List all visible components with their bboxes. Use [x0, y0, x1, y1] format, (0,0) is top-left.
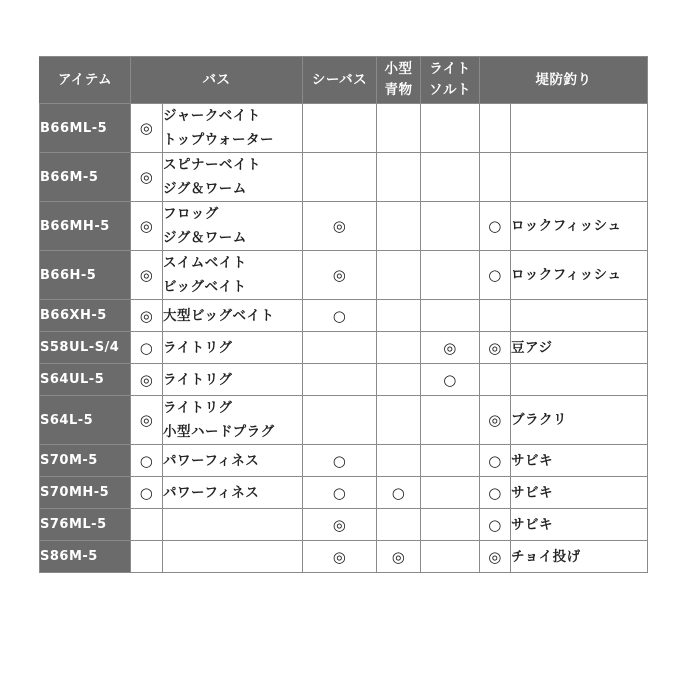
- seabass-mark-cell: ◎: [303, 509, 377, 541]
- table-row: [40, 541, 648, 573]
- header-small-blue-line1: 小型: [384, 61, 413, 77]
- header-pier: 堤防釣り: [480, 57, 648, 104]
- bass-usage-line: トップウォーター: [163, 132, 275, 148]
- seabass-mark-cell: [303, 153, 377, 202]
- item-code-cell: S64UL-5: [40, 364, 131, 396]
- light-salt-mark-cell: ○: [421, 364, 480, 396]
- bass-usage-line: フロッグ: [163, 206, 219, 222]
- light-salt-mark-cell: [421, 251, 480, 300]
- header-row: [40, 57, 648, 104]
- bass-usage-line: スイムベイト: [163, 255, 247, 271]
- header-item: アイテム: [40, 57, 131, 104]
- bass-usage-cell: [163, 509, 303, 541]
- item-code-cell: S70MH-5: [40, 477, 131, 509]
- small-blue-mark-cell: [377, 445, 421, 477]
- table-row: [40, 509, 648, 541]
- bass-usage-cell: [163, 396, 303, 445]
- bass-usage-cell: [163, 300, 303, 332]
- light-salt-mark-cell: [421, 104, 480, 153]
- bass-usage-cell: [163, 445, 303, 477]
- header-light-salt-line2: ソルト: [429, 82, 471, 98]
- seabass-mark-cell: [303, 396, 377, 445]
- bass-mark-cell: [131, 541, 163, 573]
- bass-mark-cell: ◎: [131, 396, 163, 445]
- bass-usage-cell: [163, 202, 303, 251]
- pier-usage-cell: サビキ: [511, 477, 648, 509]
- light-salt-mark-cell: [421, 153, 480, 202]
- pier-mark-cell: ◎: [480, 396, 511, 445]
- table-body: [40, 104, 648, 573]
- table-row: [40, 396, 648, 445]
- light-salt-mark-cell: [421, 396, 480, 445]
- item-code-cell: S58UL-S/4: [40, 332, 131, 364]
- item-code-cell: B66M-5: [40, 153, 131, 202]
- bass-usage-line: ジグ＆ワーム: [163, 181, 247, 197]
- bass-usage-line: 大型ビッグベイト: [163, 307, 275, 324]
- table-row: [40, 445, 648, 477]
- small-blue-mark-cell: [377, 202, 421, 251]
- pier-mark-cell: ○: [480, 202, 511, 251]
- small-blue-mark-cell: [377, 300, 421, 332]
- light-salt-mark-cell: [421, 202, 480, 251]
- seabass-mark-cell: [303, 332, 377, 364]
- pier-usage-cell: ロックフィッシュ: [511, 251, 648, 300]
- pier-usage-cell: チョイ投げ: [511, 541, 648, 573]
- pier-usage-cell: [511, 104, 648, 153]
- header-small-blue: [377, 57, 421, 104]
- seabass-mark-cell: ○: [303, 300, 377, 332]
- small-blue-mark-cell: [377, 251, 421, 300]
- pier-mark-cell: [480, 364, 511, 396]
- pier-mark-cell: [480, 104, 511, 153]
- pier-usage-cell: [511, 300, 648, 332]
- light-salt-mark-cell: [421, 541, 480, 573]
- header-light-salt-line1: ライト: [429, 61, 471, 77]
- item-code-cell: B66ML-5: [40, 104, 131, 153]
- bass-usage-line: ジャークベイト: [163, 108, 261, 124]
- item-code-cell: B66MH-5: [40, 202, 131, 251]
- item-code-cell: B66XH-5: [40, 300, 131, 332]
- bass-usage-line: パワーフィネス: [163, 484, 260, 501]
- bass-usage-line: ビッグベイト: [163, 279, 247, 295]
- light-salt-mark-cell: [421, 300, 480, 332]
- bass-usage-line: スピナーベイト: [163, 157, 261, 173]
- table-row: [40, 104, 648, 153]
- small-blue-mark-cell: [377, 153, 421, 202]
- table-row: [40, 300, 648, 332]
- light-salt-mark-cell: [421, 477, 480, 509]
- bass-usage-line: パワーフィネス: [163, 452, 260, 469]
- pier-usage-cell: ブラクリ: [511, 396, 648, 445]
- bass-usage-line: 小型ハードプラグ: [163, 424, 275, 440]
- bass-usage-line: ライトリグ: [163, 339, 233, 356]
- bass-mark-cell: ◎: [131, 202, 163, 251]
- bass-usage-line: ライトリグ: [163, 371, 233, 388]
- pier-usage-cell: サビキ: [511, 445, 648, 477]
- item-code-cell: S86M-5: [40, 541, 131, 573]
- seabass-mark-cell: [303, 364, 377, 396]
- item-code-cell: S64L-5: [40, 396, 131, 445]
- bass-usage-line: ライトリグ: [163, 400, 233, 416]
- small-blue-mark-cell: [377, 332, 421, 364]
- bass-usage-cell: [163, 251, 303, 300]
- bass-usage-cell: [163, 364, 303, 396]
- bass-mark-cell: ◎: [131, 153, 163, 202]
- header-bass: バス: [131, 57, 303, 104]
- light-salt-mark-cell: [421, 445, 480, 477]
- small-blue-mark-cell: [377, 364, 421, 396]
- bass-mark-cell: ◎: [131, 364, 163, 396]
- light-salt-mark-cell: [421, 509, 480, 541]
- bass-usage-line: ジグ＆ワーム: [163, 230, 247, 246]
- pier-usage-cell: サビキ: [511, 509, 648, 541]
- seabass-mark-cell: ○: [303, 477, 377, 509]
- small-blue-mark-cell: ○: [377, 477, 421, 509]
- pier-mark-cell: [480, 300, 511, 332]
- bass-usage-cell: [163, 153, 303, 202]
- small-blue-mark-cell: [377, 396, 421, 445]
- bass-mark-cell: ◎: [131, 251, 163, 300]
- pier-mark-cell: ◎: [480, 541, 511, 573]
- bass-usage-cell: [163, 541, 303, 573]
- table-row: [40, 153, 648, 202]
- header-seabass: シーバス: [303, 57, 377, 104]
- table-row: [40, 332, 648, 364]
- pier-mark-cell: ○: [480, 251, 511, 300]
- bass-mark-cell: ◎: [131, 300, 163, 332]
- table-row: [40, 202, 648, 251]
- item-code-cell: S76ML-5: [40, 509, 131, 541]
- pier-mark-cell: [480, 153, 511, 202]
- bass-mark-cell: ○: [131, 445, 163, 477]
- seabass-mark-cell: ◎: [303, 541, 377, 573]
- item-code-cell: S70M-5: [40, 445, 131, 477]
- small-blue-mark-cell: [377, 104, 421, 153]
- pier-usage-cell: ロックフィッシュ: [511, 202, 648, 251]
- bass-mark-cell: ◎: [131, 104, 163, 153]
- header-light-salt: [421, 57, 480, 104]
- seabass-mark-cell: ◎: [303, 202, 377, 251]
- pier-usage-cell: [511, 364, 648, 396]
- table-row: [40, 364, 648, 396]
- bass-usage-cell: [163, 104, 303, 153]
- pier-mark-cell: ○: [480, 445, 511, 477]
- table-row: [40, 251, 648, 300]
- bass-usage-cell: [163, 332, 303, 364]
- pier-usage-cell: 豆アジ: [511, 332, 648, 364]
- table-row: [40, 477, 648, 509]
- small-blue-mark-cell: [377, 509, 421, 541]
- bass-mark-cell: ○: [131, 332, 163, 364]
- pier-mark-cell: ◎: [480, 332, 511, 364]
- pier-usage-cell: [511, 153, 648, 202]
- header-small-blue-line2: 青物: [384, 82, 413, 98]
- seabass-mark-cell: ◎: [303, 251, 377, 300]
- rod-usage-table: [39, 56, 648, 573]
- bass-mark-cell: [131, 509, 163, 541]
- pier-mark-cell: ○: [480, 509, 511, 541]
- item-code-cell: B66H-5: [40, 251, 131, 300]
- light-salt-mark-cell: ◎: [421, 332, 480, 364]
- seabass-mark-cell: ○: [303, 445, 377, 477]
- seabass-mark-cell: [303, 104, 377, 153]
- small-blue-mark-cell: ◎: [377, 541, 421, 573]
- bass-usage-cell: [163, 477, 303, 509]
- bass-mark-cell: ○: [131, 477, 163, 509]
- pier-mark-cell: ○: [480, 477, 511, 509]
